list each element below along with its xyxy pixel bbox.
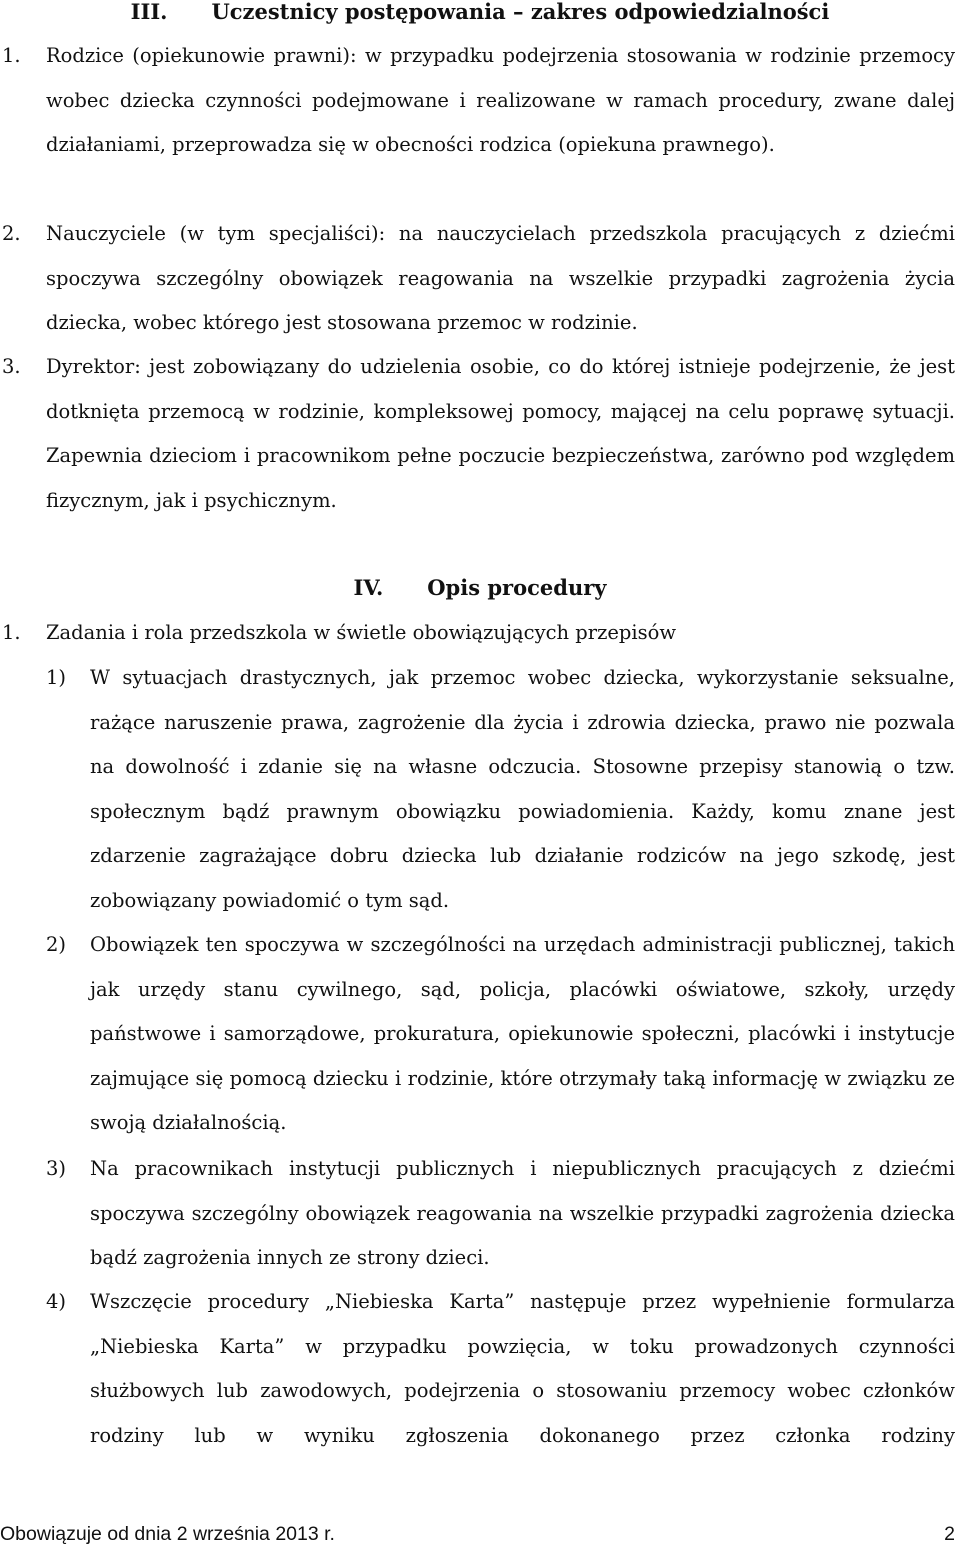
list-item [2,345,955,523]
section-heading-iv [0,576,960,600]
sub-list-item [46,1147,955,1281]
section-number: IV. [353,575,384,600]
sub-list-item [46,1280,955,1458]
item-text: Nauczyciele (w tym specjaliści): na nauczycielach przedszkola pracujących z dziećmi spoczywa szczególny obowiązek reagowania na wszelkie przypadki zagrożenia życia dziecka, wobec którego jest stosowana przemoc w rodzinie. [46,222,955,335]
page-footer [0,1522,955,1546]
effective-date-text: Obowiązuje od dnia 2 września 2013 r. [0,1523,335,1545]
subitem-text: W sytuacjach drastycznych, jak przemoc wobec dziecka, wykorzystanie seksualne, rażące naruszenie prawa, zagrożenie dla życia i zdrowia dziecka, prawo nie pozwala na dowolność i zdanie się na własne odczucia. Stosowne przepisy stanowią o tzw. społecznym bądź prawnym obowiązku powiadomienia. Każdy, komu znane jest zdarzenie zagrażające dobru dziecka lub działanie rodziców na jego szkodę, jest zobowiązany powiadomić o tym sąd. [90,666,955,912]
subitem-text: Na pracownikach instytucji publicznych i niepublicznych pracujących z dziećmi spoczywa szczególny obowiązek reagowania na wszelkie przypadki zagrożenia dziecka bądź zagrożenia innych ze strony dzieci. [90,1157,955,1270]
section-number: III. [130,0,168,24]
item-text: Dyrektor: jest zobowiązany do udzielenia osobie, co do której istnieje podejrzenie, że jest dotknięta przemocą w rodzinie, kompleksowej pomocy, mającej na celu poprawę sytuacji. Zapewnia dzieciom i pracownikom pełne poczucie bezpieczeństwa, zarówno pod względem fizycznym, jak i psychicznym. [46,355,955,512]
sub-list-item [46,656,955,924]
subitem-number: 3) [46,1157,67,1180]
item-number: 1. [2,621,21,644]
subitem-text: Wszczęcie procedury „Niebieska Karta” następuje przez wypełnienie formularza „Niebieska Karta” w przypadku powzięcia, w toku prowadzonych czynności służbowych lub zawodowych, podejrzenia o stosowaniu przemocy wobec członków rodziny lub w wyniku zgłoszenia dokonanego przez członka rodziny [90,1290,955,1447]
section-title: Uczestnicy postępowania – zakres odpowiedzialności [211,0,830,24]
section-heading-iii [0,0,960,24]
item-number: 1. [2,44,21,67]
list-item [2,212,955,346]
item-text: Rodzice (opiekunowie prawni): w przypadku podejrzenia stosowania w rodzinie przemocy wobec dziecka czynności podejmowane i realizowane w ramach procedury, zwane dalej działaniami, przeprowadza się w obecności rodzica (opiekuna prawnego). [46,44,955,157]
subitem-number: 2) [46,933,67,956]
section-title: Opis procedury [427,575,607,600]
item-number: 3. [2,355,21,378]
item-text: Zadania i rola przedszkola w świetle obowiązujących przepisów [46,621,677,644]
item-number: 2. [2,222,21,245]
list-item [2,34,955,168]
sub-list-item [46,923,955,1146]
subitem-number: 4) [46,1290,67,1313]
subitem-number: 1) [46,666,67,689]
page-number: 2 [944,1523,955,1545]
subitem-text: Obowiązek ten spoczywa w szczególności na urzędach administracji publicznej, takich jak urzędy stanu cywilnego, sąd, policja, placówki oświatowe, szkoły, urzędy państwowe i samorządowe, prokuratura, opiekunowie społeczni, placówki i instytucje zajmujące się pomocą dziecku i rodzinie, które otrzymały taką informację w związku ze swoją działalnością. [90,933,955,1135]
list-item [2,611,955,656]
